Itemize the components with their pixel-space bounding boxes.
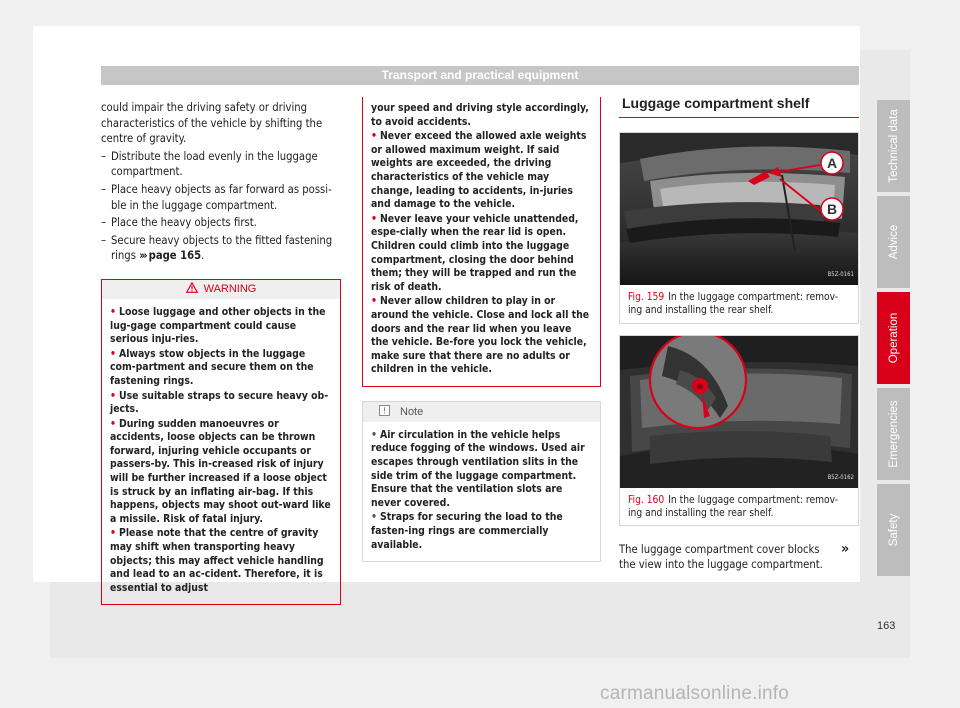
section-title: Luggage compartment shelf xyxy=(619,96,859,118)
page-link[interactable]: page 165 xyxy=(148,249,202,263)
page-number: 163 xyxy=(877,620,896,632)
warning-body xyxy=(102,299,340,604)
warning-bullet: • Use suitable straps to secure heavy ob-jects. xyxy=(110,389,329,416)
warning-bullet: • During sudden manoeuvres or accidents, loose objects can be thrown forward, injuring vehicle occupants or passers-by. This in-creased risk of injury will be further increased if a loose object is struck by an inflating air-bag. If this happens, objects may shoot out-ward like a missile. Risk of fatal injury. xyxy=(110,417,331,525)
intro-paragraph: could impair the driving safety or driving characteristics of the vehicle by shifting the centre of gravity. xyxy=(101,101,323,146)
chapter-tabs xyxy=(877,100,910,580)
note-bullet: • Straps for securing the load to the fasten-ing rings are commercially available. xyxy=(371,511,563,551)
figure-image xyxy=(620,133,858,285)
running-header: Transport and practical equipment xyxy=(101,66,859,85)
tab-advice[interactable]: Advice xyxy=(877,196,910,288)
figure-code: B5Z-0162 xyxy=(827,474,854,481)
warning-triangle-icon xyxy=(186,282,198,293)
note-body xyxy=(363,422,600,561)
figure-160 xyxy=(619,335,859,526)
figure-caption: Fig. 160 In the luggage compartment: remov-ing and installing the rear shelf. xyxy=(628,494,839,519)
note-box xyxy=(362,401,601,562)
dash-item: – Place heavy objects as far forward as possi-ble in the luggage compartment. xyxy=(101,182,332,212)
note-bullet: • Air circulation in the vehicle helps reduce fogging of the windows. Used air escapes through ventilation slits in the side trim of the luggage compartment. Ensure that the ventilation slots are never covered. xyxy=(371,428,585,509)
note-header xyxy=(363,402,600,422)
warning-bullet: • Always stow objects in the luggage com-partment and secure them on the fastening rings. xyxy=(110,347,314,387)
luggage-compartment-illustration xyxy=(620,336,858,488)
tab-emergencies[interactable]: Emergencies xyxy=(877,388,910,480)
tab-technical-data[interactable]: Technical data xyxy=(877,100,910,192)
callout-a: A xyxy=(826,154,838,171)
rear-shelf-photo-illustration xyxy=(620,133,858,285)
warning-box xyxy=(101,279,341,605)
note-title: Note xyxy=(400,405,424,418)
figure-code: B5Z-0161 xyxy=(827,271,854,278)
body-paragraph: The luggage compartment cover blocks the view into the luggage compartment. xyxy=(619,542,823,572)
figure-caption: Fig. 159 In the luggage compartment: remov-ing and installing the rear shelf. xyxy=(628,291,839,316)
warning-bullet: • Never exceed the allowed axle weights or allowed maximum weight. If said weights are exceeded, the driving characteristics of the vehicle may change, leading to accidents, in-juries and damage to the vehicle. xyxy=(371,130,587,211)
callout-b: B xyxy=(826,200,838,217)
note-icon xyxy=(379,405,390,416)
warning-header xyxy=(102,280,340,299)
tab-operation[interactable]: Operation xyxy=(877,292,910,384)
middle-column xyxy=(362,100,601,562)
warning-bullet: • Never leave your vehicle unattended, espe-cially when the rear lid is open. Children could climb into the luggage compartment, closing the door behind them; they will be trapped and run the risk of death. xyxy=(371,212,579,293)
continue-arrow-icon: » xyxy=(841,541,850,557)
right-column xyxy=(619,96,859,573)
warning-box-continued xyxy=(362,97,601,387)
warning-bullet: • Never allow children to play in or around the vehicle. Close and lock all the doors and the rear lid when you leave the vehicle. Be-fore you lock the vehicle, make sure that there are no adults or children in the vehicle. xyxy=(371,295,590,376)
warning-title: WARNING xyxy=(203,282,257,295)
dash-item: – Place the heavy objects first. xyxy=(101,216,257,230)
warning-bullet: • Loose luggage and other objects in the lug-gage compartment could cause serious inju-ries. xyxy=(110,305,326,346)
dash-item: – Secure heavy objects to the fitted fastening rings ››› page 165. xyxy=(101,233,333,263)
tab-safety[interactable]: Safety xyxy=(877,484,910,576)
dash-item: – Distribute the load evenly in the luggage compartment. xyxy=(101,149,318,179)
warning-bullet: • Please note that the centre of gravity may shift when transporting heavy objects; this may affect vehicle handling and lead to an ac-cident. Therefore, it is essential to adjust xyxy=(110,527,324,594)
warning-continued-text: your speed and driving style accordingly, to avoid accidents. xyxy=(371,102,589,128)
figure-image xyxy=(620,336,858,488)
watermark: carmanualsonline.info xyxy=(600,683,790,704)
reference-arrow-icon: ››› xyxy=(139,249,146,263)
figure-159 xyxy=(619,132,859,324)
left-column xyxy=(101,100,341,605)
